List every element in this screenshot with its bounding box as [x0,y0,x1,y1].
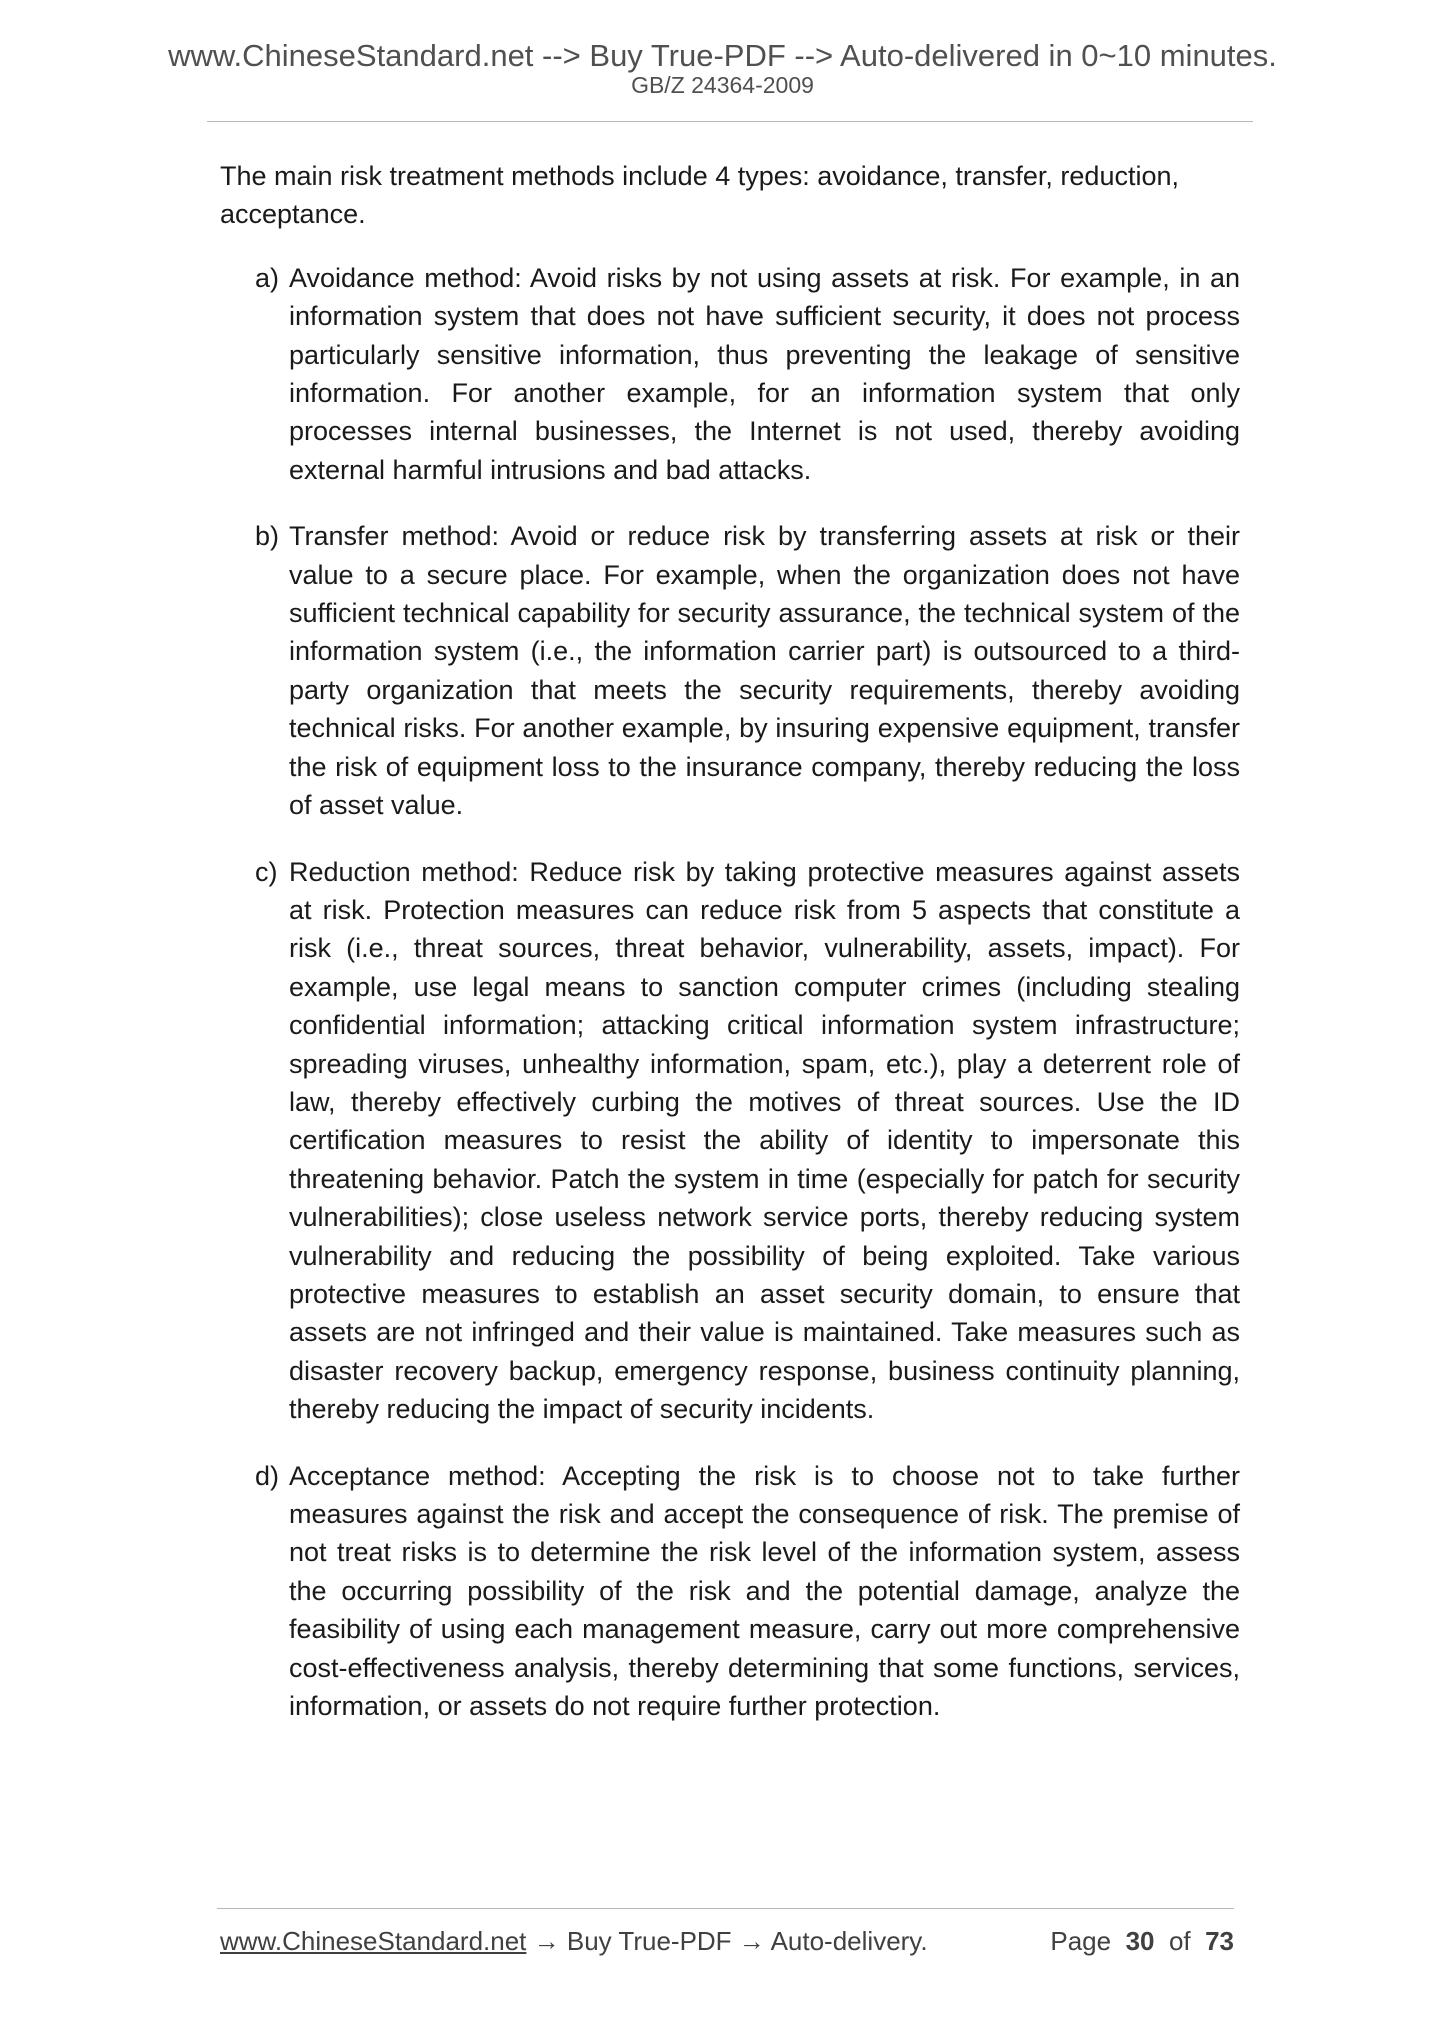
list-marker: b) [255,521,280,552]
top-banner: www.ChineseStandard.net --> Buy True-PDF --> Auto-delivered in 0~10 minutes. [168,38,1277,73]
list-item-transfer [255,517,1240,824]
total-pages-number: 73 [1205,1926,1234,1956]
intro-paragraph: The main risk treatment methods include 4 types: avoidance, transfer, reduction, acceptance. [220,161,1179,230]
list-marker: d) [255,1460,280,1491]
footer-divider [217,1908,1234,1909]
page-label: Page [1050,1926,1112,1956]
footer-delivery-note [220,1926,928,1957]
list-item-text: Transfer method: Avoid or reduce risk by transferring assets at risk or their value to a secure place. For example, when the organization does not have sufficient technical capability for security assurance, the technical system of the information system (i.e., the information carrier part) is outsourced to a third-party organization that meets the security requirements, thereby avoiding technical risks. For another example, by insuring expensive equipment, transfer the risk of equipment loss to the insurance company, thereby reducing the loss of asset value. [289,521,1240,821]
list-item-text: Avoidance method: Avoid risks by not using assets at risk. For example, in an information system that does not have sufficient security, it does not process particularly sensitive information, thus preventing the leakage of sensitive information. For another example, for an information system that only processes internal businesses, the Internet is not used, thereby avoiding external harmful intrusions and bad attacks. [289,262,1240,485]
list-item-acceptance [255,1457,1240,1726]
page-body [220,157,1240,1753]
list-marker: c) [255,856,278,887]
delivery-text: → Buy True-PDF → Auto-delivery. [526,1926,928,1956]
page-indicator [1050,1926,1234,1957]
current-page-number: 30 [1125,1926,1155,1956]
list-item-avoidance [255,259,1240,489]
header-divider [207,121,1253,122]
list-item-reduction [255,853,1240,1429]
of-label: of [1168,1926,1191,1956]
list-item-text: Reduction method: Reduce risk by taking protective measures against assets at risk. Protection measures can reduce risk from 5 aspects that constitute a risk (i.e., threat sources, threat behavior, vulnerability, assets, impact). For example, use legal means to sanction computer crimes (including stealing confidential information; attacking critical information system infrastructure; spreading viruses, unhealthy information, spam, etc.), play a deterrent role of law, thereby effectively curbing the motives of threat sources. Use the ID certification measures to resist the ability of identity to impersonate this threatening behavior. Patch the system in time (especially for patch for security vulnerabilities); close useless network service ports, thereby reducing system vulnerability and reducing the possibility of being exploited. Take various protective measures to establish an asset security domain, to ensure that assets are not infringed and their value is maintained. Take measures such as disaster recovery backup, emergency response, business continuity planning, thereby reducing the impact of security incidents. [289,856,1240,1425]
site-link[interactable]: www.ChineseStandard.net [220,1926,527,1956]
list-marker: a) [255,262,280,293]
document-code: GB/Z 24364-2009 [631,72,814,98]
list-item-text: Acceptance method: Accepting the risk is to choose not to take further measures against the risk and accept the consequence of risk. The premise of not treat risks is to determine the risk level of the information system, assess the occurring possibility of the risk and the potential damage, analyze the feasibility of using each management measure, carry out more comprehensive cost-effectiveness analysis, thereby determining that some functions, services, information, or assets do not require further protection. [289,1460,1240,1722]
